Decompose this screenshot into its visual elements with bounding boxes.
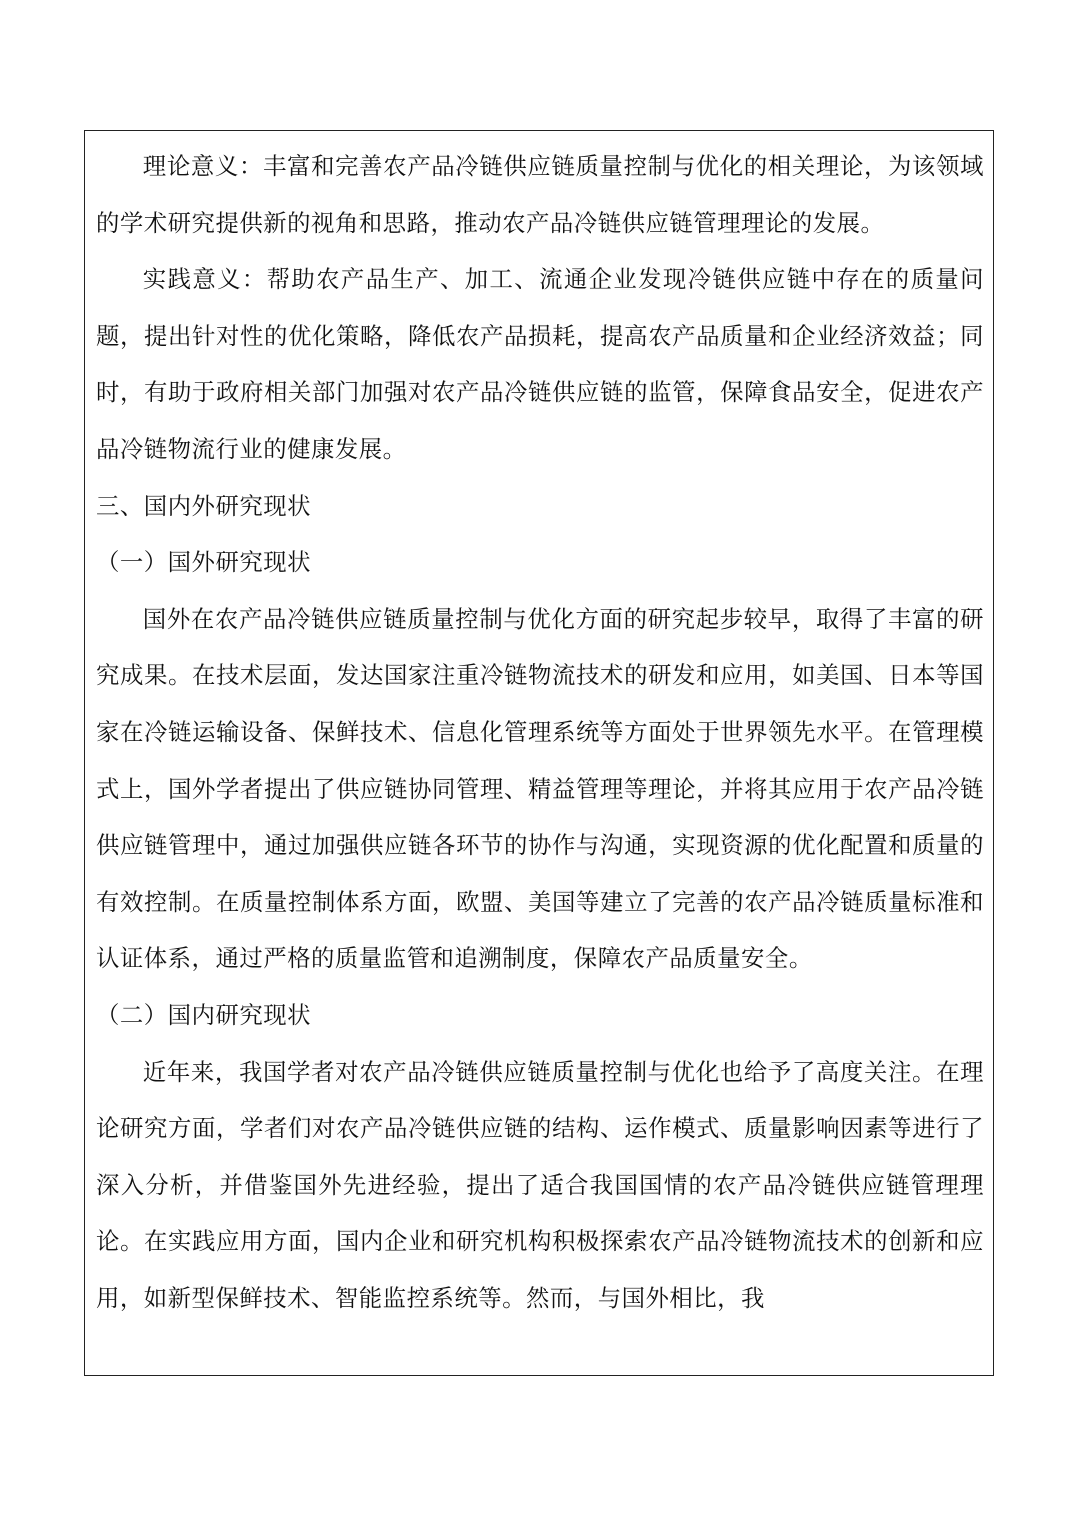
document-frame xyxy=(84,130,994,1376)
subheading-domestic-research: （二）国内研究现状 xyxy=(96,1000,312,1029)
paragraph-foreign-research: 国外在农产品冷链供应链质量控制与优化方面的研究起步较早，取得了丰富的研究成果。在技术层面，发达国家注重冷链物流技术的研发和应用，如美国、日本等国家在冷链运输设备、保鲜技术、信息化管理系统等方面处于世界领先水平。在管理模式上，国外学者提出了供应链协同管理、精益管理等理论，并将其应用于农产品冷链供应链管理中，通过加强供应链各环节的协作与沟通，实现资源的优化配置和质量的有效控制。在质量控制体系方面，欧盟、美国等建立了完善的农产品冷链质量标准和认证体系，通过严格的质量监管和追溯制度，保障农产品质量安全。 xyxy=(96,604,984,973)
subheading-foreign-research: （一）国外研究现状 xyxy=(96,548,312,577)
paragraph-domestic-research: 近年来，我国学者对农产品冷链供应链质量控制与优化也给予了高度关注。在理论研究方面，学者们对农产品冷链供应链的结构、运作模式、质量影响因素等进行了深入分析，并借鉴国外先进经验，提出了适合我国国情的农产品冷链供应链管理理论。在实践应用方面，国内企业和研究机构积极探索农产品冷链物流技术的创新和应用，如新型保鲜技术、智能监控系统等。然而，与国外相比，我 xyxy=(96,1057,984,1312)
section-heading-research-status: 三、国内外研究现状 xyxy=(96,491,312,520)
paragraph-theoretical-significance: 理论意义：丰富和完善农产品冷链供应链质量控制与优化的相关理论，为该领域的学术研究提供新的视角和思路，推动农产品冷链供应链管理理论的发展。 xyxy=(96,152,984,237)
document-body xyxy=(96,138,984,1326)
paragraph-practical-significance: 实践意义：帮助农产品生产、加工、流通企业发现冷链供应链中存在的质量问题，提出针对性的优化策略，降低农产品损耗，提高农产品质量和企业经济效益；同时，有助于政府相关部门加强对农产品冷链供应链的监管，保障食品安全，促进农产品冷链物流行业的健康发展。 xyxy=(96,265,984,463)
